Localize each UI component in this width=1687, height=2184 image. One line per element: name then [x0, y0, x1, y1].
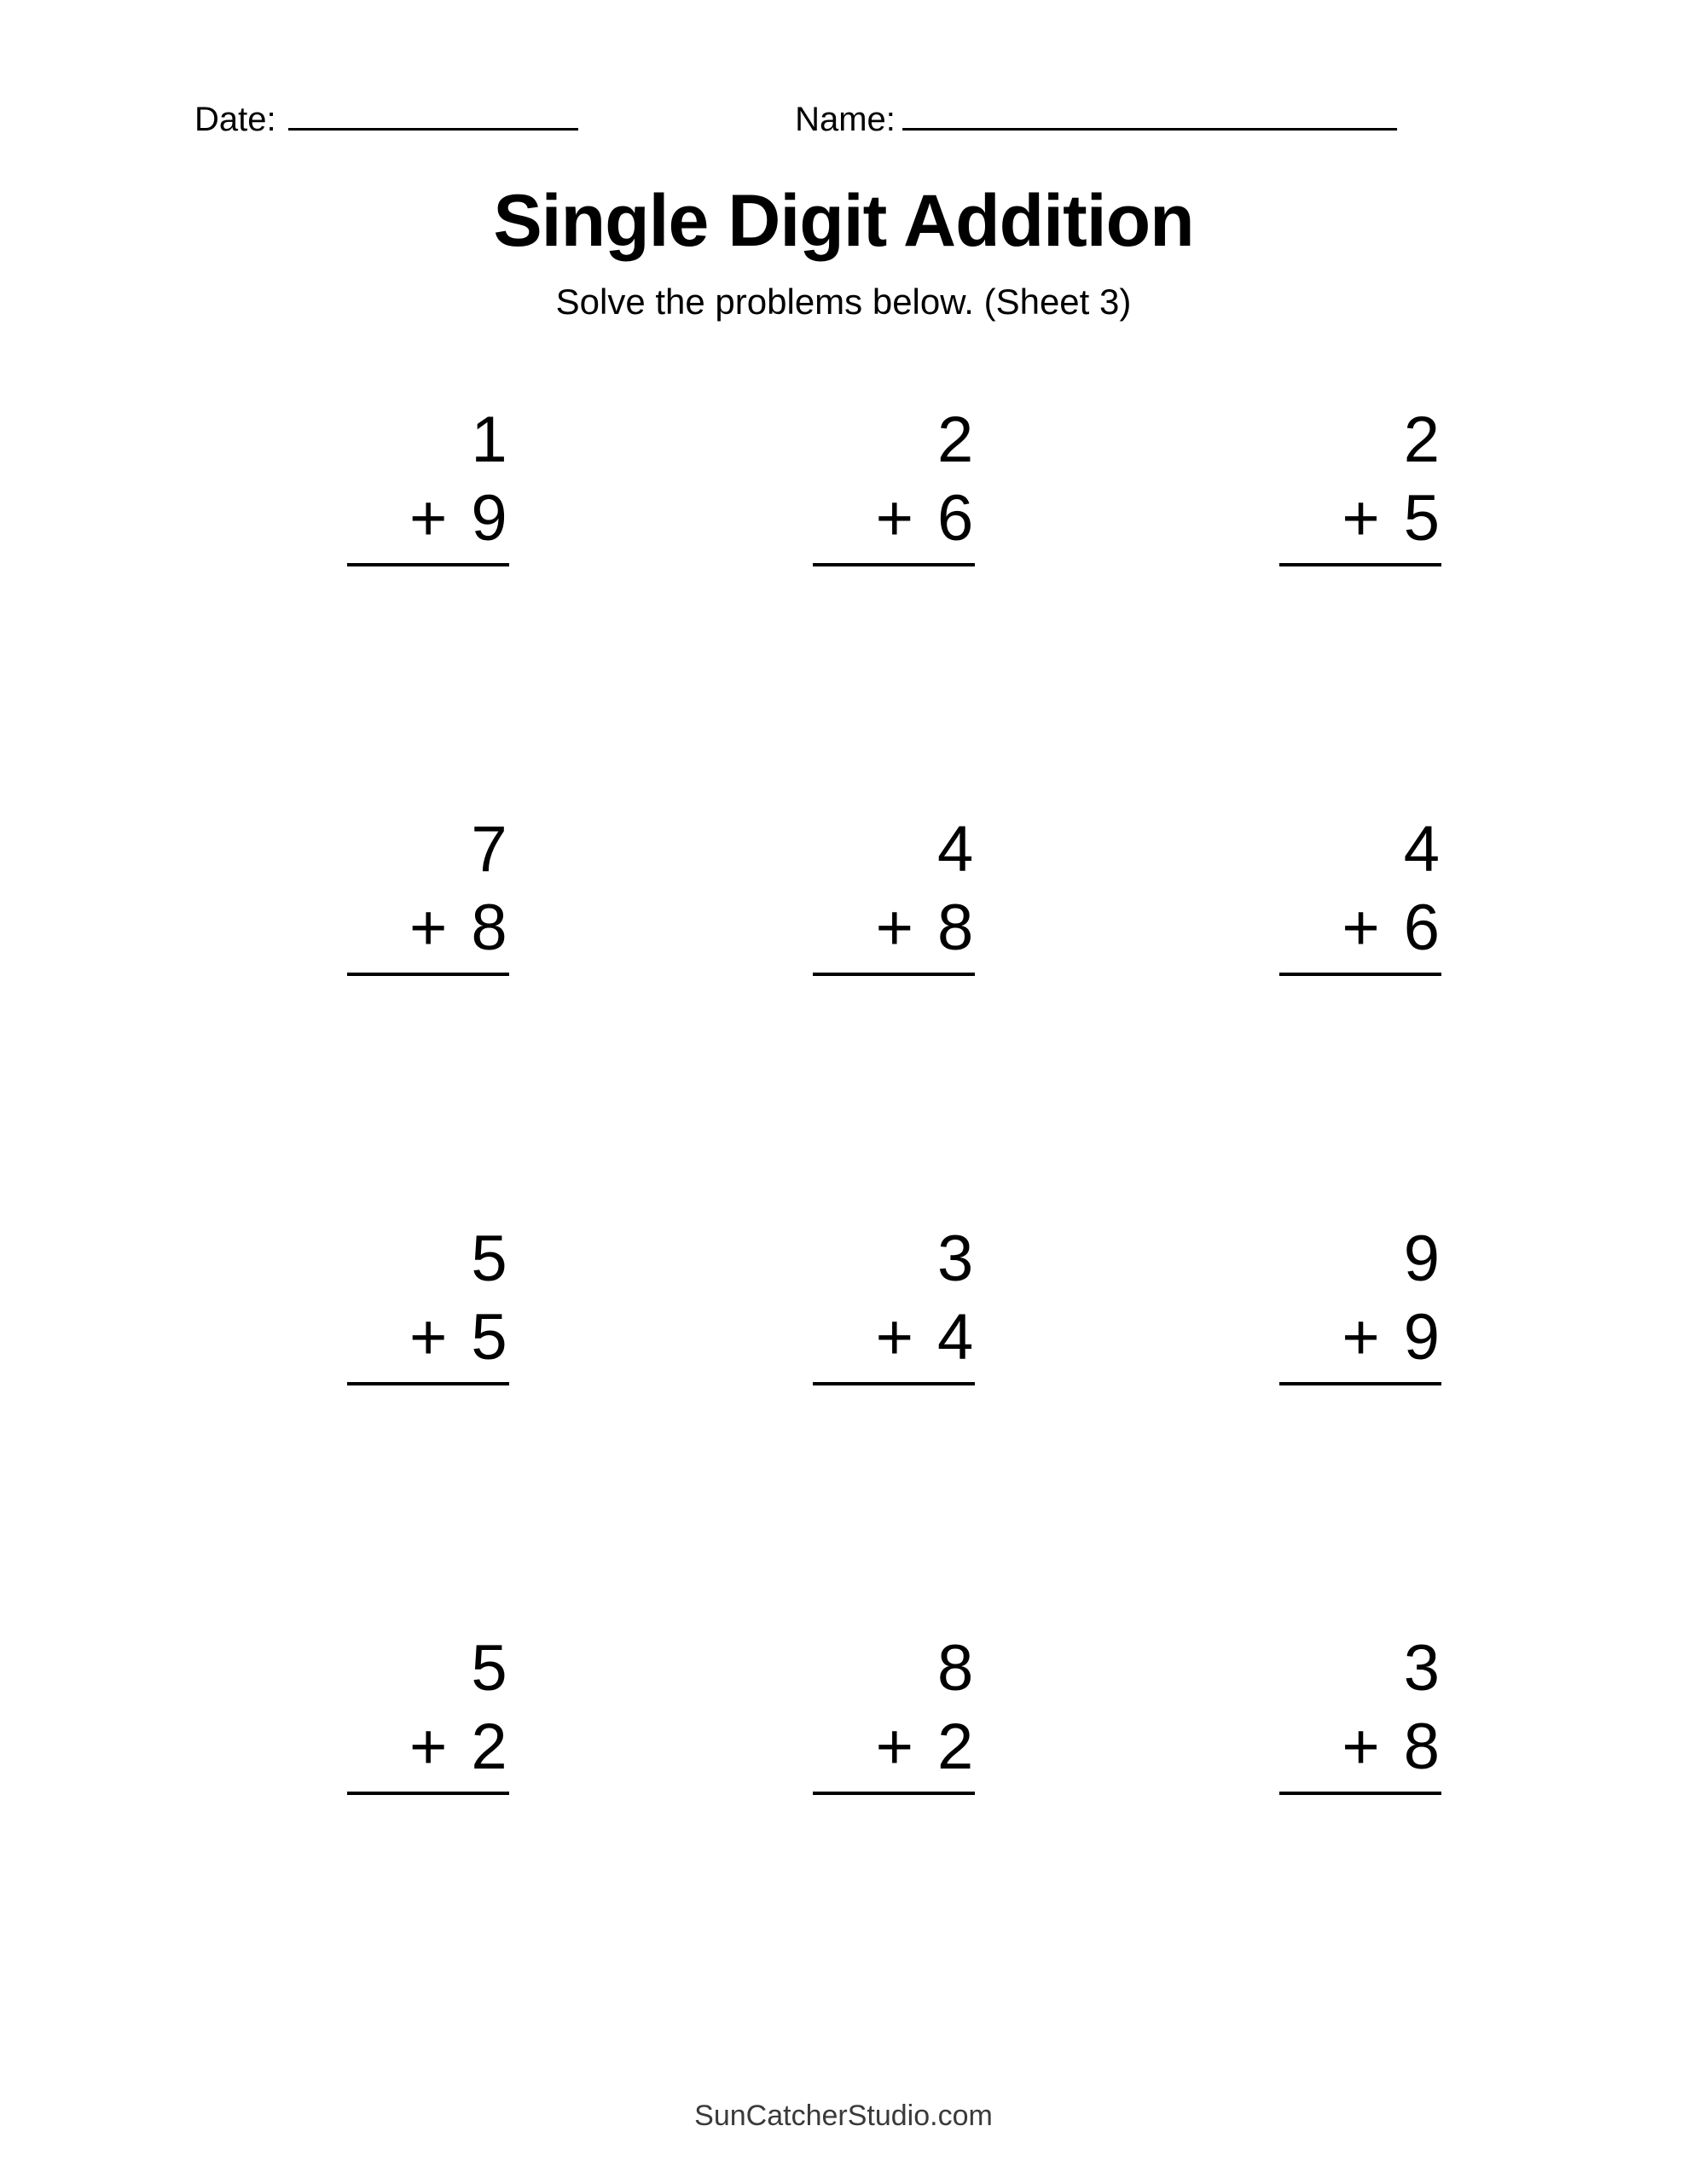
addend-top: 8 — [937, 1632, 976, 1705]
addend-bottom-row — [1342, 889, 1441, 967]
problem-item[interactable] — [612, 401, 1078, 810]
answer-rule[interactable] — [347, 1382, 509, 1385]
addend-top: 4 — [937, 813, 976, 886]
problem-item[interactable] — [612, 1629, 1078, 2039]
plus-operator: + — [1342, 1301, 1382, 1374]
addend-top: 1 — [471, 404, 509, 476]
name-write-line[interactable] — [902, 106, 1397, 131]
problem-item[interactable] — [1077, 1220, 1544, 1629]
addend-bottom-row — [409, 1298, 509, 1377]
plus-operator: + — [1342, 892, 1382, 964]
answer-rule[interactable] — [1279, 563, 1441, 566]
addend-bottom-row — [409, 479, 509, 558]
footer-credit: SunCatcherStudio.com — [694, 2100, 993, 2132]
answer-rule[interactable] — [813, 1792, 975, 1795]
addend-bottom-row — [409, 889, 509, 967]
problem-item[interactable] — [612, 1220, 1078, 1629]
addend-bottom: 8 — [937, 892, 976, 964]
date-field[interactable] — [194, 101, 578, 139]
page-subtitle: Solve the problems below. (Sheet 3) — [555, 282, 1132, 322]
addend-bottom-row — [876, 889, 976, 967]
answer-rule[interactable] — [1279, 1792, 1441, 1795]
addend-top: 5 — [471, 1223, 509, 1295]
addend-top: 9 — [1403, 1223, 1441, 1295]
addend-bottom-row — [876, 1708, 976, 1786]
plus-operator: + — [875, 1711, 916, 1783]
problem-item[interactable] — [145, 810, 612, 1220]
plus-operator: + — [409, 1711, 449, 1783]
answer-rule[interactable] — [1279, 973, 1441, 976]
addend-top: 5 — [471, 1632, 509, 1705]
problem-item[interactable] — [145, 401, 612, 810]
name-field[interactable] — [795, 101, 1397, 139]
addend-bottom: 6 — [1403, 892, 1441, 964]
plus-operator: + — [409, 1301, 449, 1374]
page-title: Single Digit Addition — [493, 180, 1194, 262]
addend-bottom-row — [1342, 1298, 1441, 1377]
plus-operator: + — [875, 482, 916, 555]
problem-item[interactable] — [1077, 401, 1544, 810]
answer-rule[interactable] — [347, 1792, 509, 1795]
addend-bottom: 2 — [937, 1711, 976, 1783]
addend-bottom: 9 — [471, 482, 509, 555]
date-write-line[interactable] — [288, 106, 578, 131]
problem-item[interactable] — [145, 1629, 612, 2039]
addend-bottom: 6 — [937, 482, 976, 555]
addend-top: 4 — [1403, 813, 1441, 886]
plus-operator: + — [409, 482, 449, 555]
plus-operator: + — [1342, 1711, 1382, 1783]
problem-item[interactable] — [1077, 1629, 1544, 2039]
addend-top: 2 — [937, 404, 976, 476]
addend-bottom: 8 — [471, 892, 509, 964]
addend-bottom-row — [409, 1708, 509, 1786]
answer-rule[interactable] — [1279, 1382, 1441, 1385]
problem-grid — [145, 401, 1544, 2039]
plus-operator: + — [875, 892, 916, 964]
addend-bottom-row — [1342, 479, 1441, 558]
addend-bottom-row — [1342, 1708, 1441, 1786]
answer-rule[interactable] — [813, 973, 975, 976]
answer-rule[interactable] — [347, 973, 509, 976]
addend-top: 3 — [1403, 1632, 1441, 1705]
addend-bottom: 9 — [1403, 1301, 1441, 1374]
addend-bottom-row — [876, 1298, 976, 1377]
plus-operator: + — [1342, 482, 1382, 555]
date-label: Date: — [194, 101, 276, 138]
plus-operator: + — [409, 892, 449, 964]
addend-top: 2 — [1403, 404, 1441, 476]
problem-item[interactable] — [1077, 810, 1544, 1220]
addend-bottom: 5 — [1403, 482, 1441, 555]
answer-rule[interactable] — [347, 563, 509, 566]
name-label: Name: — [795, 101, 896, 138]
addend-top: 7 — [471, 813, 509, 886]
plus-operator: + — [875, 1301, 916, 1374]
addend-bottom: 5 — [471, 1301, 509, 1374]
problem-item[interactable] — [612, 810, 1078, 1220]
addend-top: 3 — [937, 1223, 976, 1295]
header-row — [0, 101, 1687, 160]
addend-bottom: 2 — [471, 1711, 509, 1783]
answer-rule[interactable] — [813, 1382, 975, 1385]
problem-item[interactable] — [145, 1220, 612, 1629]
addend-bottom: 4 — [937, 1301, 976, 1374]
addend-bottom: 8 — [1403, 1711, 1441, 1783]
addend-bottom-row — [876, 479, 976, 558]
answer-rule[interactable] — [813, 563, 975, 566]
